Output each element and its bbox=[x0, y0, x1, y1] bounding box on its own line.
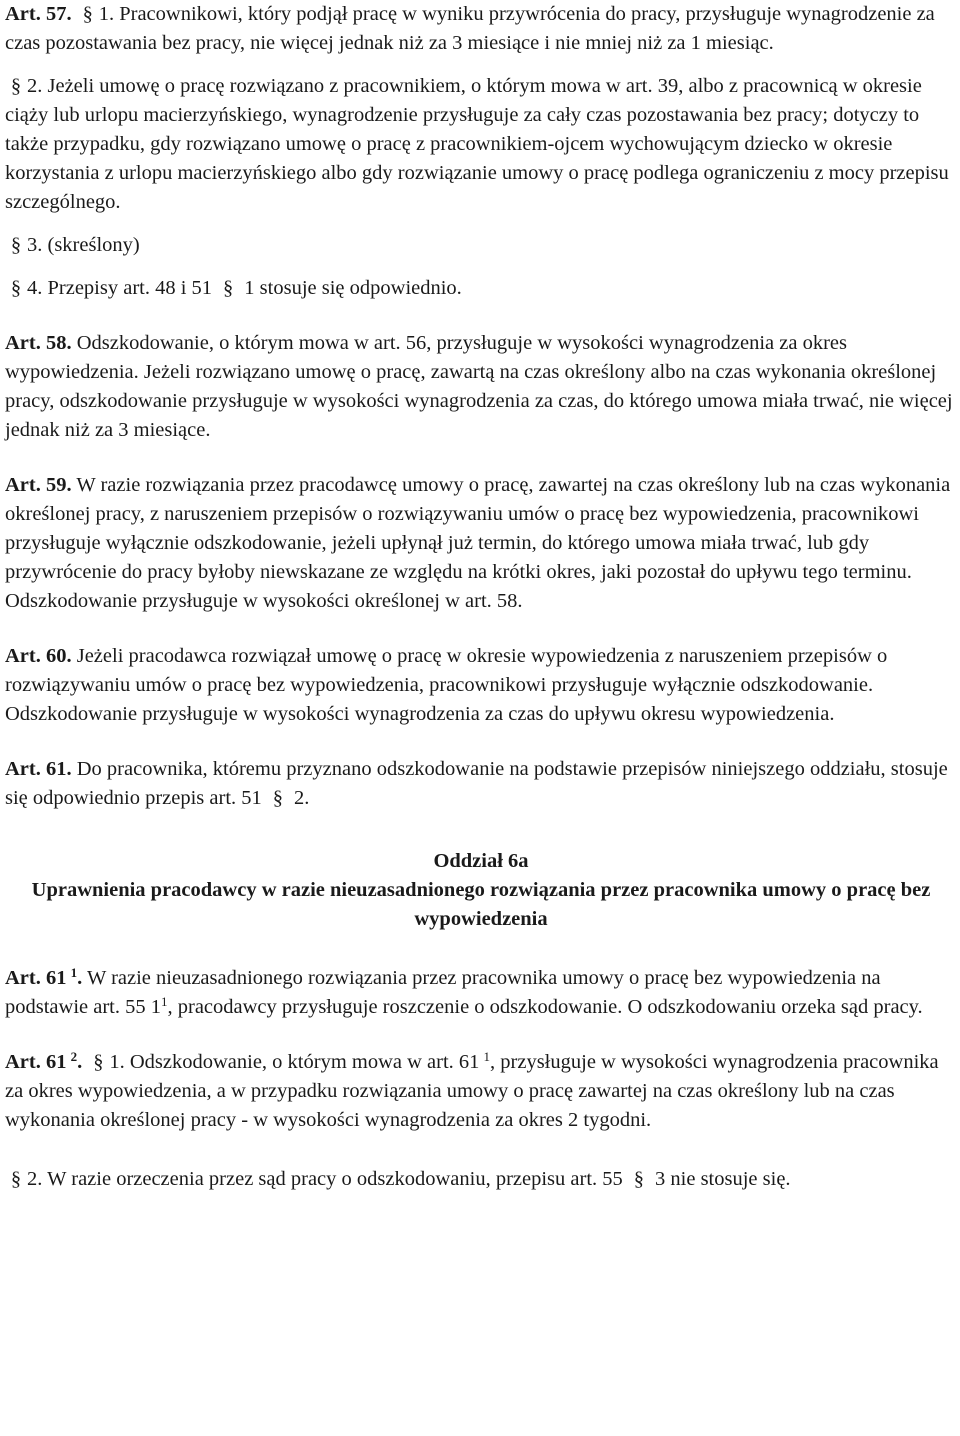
art57-paragraph-4 bbox=[5, 274, 957, 303]
section-mark: § bbox=[272, 787, 284, 809]
art57-p2-text: Jeżeli umowę o pracę rozwiązano z pracownikiem, o którym mowa w art. 39, albo z pracownicą w okresie ciąży lub urlopu macierzyńskiego, wynagrodzenie przysługuje za cały czas pozostawania bez pracy; dotyczy to także przypadku, gdy rozwiązano umowę o pracę z pracownikiem-ojcem wychowującym dziecko w okresie korzystania z urlopu macierzyńskiego albo gdy rozwiązanie umowy o pracę podlega ograniczeniu z mocy przepisu szczególnego. bbox=[5, 75, 949, 213]
art61-1-label-sup: 1 bbox=[70, 965, 78, 980]
art59-text: W razie rozwiązania przez pracodawcę umowy o pracę, zawartej na czas określony lub na czas wykonania określonej pracy, z naruszeniem przepisów o rozwiązywaniu umów o pracę bez wypowiedzenia, pracownikowi przysługuje wyłącznie odszkodowanie, jeżeli upłynął już termin, do którego umowa miała trwać, lub gdy przywrócenie do pracy byłoby niewskazane ze względu na krótki okres, jaki pozostał do upływu tego terminu. Odszkodowanie przysługuje w wysokości określonej w art. 58. bbox=[5, 474, 951, 612]
art61-2-p1-text-a: Odszkodowanie, o którym mowa w art. 61 bbox=[129, 1051, 480, 1073]
art61-2-label bbox=[5, 1051, 82, 1073]
art61-2-p2-text-a: W razie orzeczenia przez sąd pracy o odszkodowaniu, przepisu art. 55 bbox=[47, 1168, 623, 1190]
art57-label: Art. 57. bbox=[5, 3, 72, 25]
art60-paragraph bbox=[5, 642, 957, 729]
art61-1-text-b: 1 bbox=[150, 996, 161, 1018]
art61-2-paragraph-2 bbox=[5, 1165, 957, 1194]
legal-document bbox=[5, 0, 957, 1194]
section-subtitle: Uprawnienia pracodawcy w razie nieuzasadnionego rozwiązania przez pracownika umowy o pracę bez wypowiedzenia bbox=[31, 879, 931, 930]
art61-2-label-end: . bbox=[77, 1051, 83, 1073]
art61-1-paragraph bbox=[5, 964, 957, 1022]
art61-2-p2-text-b: 3 nie stosuje się. bbox=[655, 1168, 791, 1190]
art57-p2-number: 2. bbox=[27, 75, 43, 97]
art59-paragraph bbox=[5, 471, 957, 616]
art61-paragraph bbox=[5, 755, 957, 813]
art61-1-text-b-sup: 1 bbox=[161, 994, 168, 1009]
art57-p4-number: 4. bbox=[27, 277, 43, 299]
art61-1-label bbox=[5, 967, 82, 989]
art61-text-a: Do pracownika, któremu przyznano odszkodowanie na podstawie przepisów niniejszego oddziału, stosuje się odpowiednio przepis art. 51 bbox=[5, 758, 948, 809]
art57-p4-text-a: Przepisy art. 48 i 51 bbox=[47, 277, 213, 299]
art59-label: Art. 59. bbox=[5, 474, 72, 496]
art57-p3-text: (skreślony) bbox=[47, 234, 140, 256]
art57-p4-text-b: 1 stosuje się odpowiednio. bbox=[244, 277, 462, 299]
art57-paragraph-2 bbox=[5, 72, 957, 217]
art60-label: Art. 60. bbox=[5, 645, 72, 667]
art57-p1-number: 1. bbox=[98, 3, 115, 25]
art61-label: Art. 61. bbox=[5, 758, 72, 780]
section-mark: § bbox=[223, 277, 234, 299]
art61-2-label-text: Art. 61 bbox=[5, 1051, 67, 1073]
art61-1-label-end: . bbox=[77, 967, 83, 989]
art58-label: Art. 58. bbox=[5, 332, 72, 354]
art57-p1-text: Pracownikowi, który podjął pracę w wyniku przywrócenia do pracy, przysługuje wynagrodzenie za czas pozostawania bez pracy, nie więcej jednak niż za 3 miesiące i nie mniej niż za 1 miesiąc. bbox=[5, 3, 935, 54]
art60-text: Jeżeli pracodawca rozwiązał umowę o pracę w okresie wypowiedzenia z naruszeniem przepisów o rozwiązywaniu umów o pracę bez wypowiedzenia, pracownikowi przysługuje wyłącznie odszkodowanie. Odszkodowanie przysługuje w wysokości wynagrodzenia za czas do upływu okresu wypowiedzenia. bbox=[5, 645, 888, 725]
art61-2-p2-number: 2. bbox=[27, 1168, 43, 1190]
art61-2-paragraph-1 bbox=[5, 1048, 957, 1135]
art57-p3-number: 3. bbox=[27, 234, 43, 256]
art57-paragraph-3 bbox=[5, 231, 957, 260]
art57-paragraph-1 bbox=[5, 0, 957, 58]
art61-2-p1-number: 1. bbox=[109, 1051, 125, 1073]
section-title: Oddział 6a bbox=[433, 850, 529, 872]
section-mark: § bbox=[10, 234, 22, 256]
art61-2-p1-text-b: , przysługuje w wysokości wynagrodzenia pracownika za okres wypowiedzenia, a w przypadku rozwiązania umowy o pracę zawartej na czas określony lub na czas wykonania określonej pracy - w wysokości wynagrodzenia za okres 2 tygodni. bbox=[5, 1051, 939, 1131]
art61-1-label-text: Art. 61 bbox=[5, 967, 67, 989]
section-mark: § bbox=[10, 1168, 22, 1190]
section-mark: § bbox=[93, 1051, 104, 1073]
art61-2-p1-sup: 1 bbox=[483, 1049, 491, 1064]
section-mark: § bbox=[10, 75, 22, 97]
art61-2-label-sup: 2 bbox=[70, 1049, 78, 1064]
art58-paragraph bbox=[5, 329, 957, 445]
art58-text: Odszkodowanie, o którym mowa w art. 56, przysługuje w wysokości wynagrodzenia za okres wypowiedzenia. Jeżeli rozwiązano umowę o pracę, zawartą na czas określony albo na czas wykonania określonej pracy, odszkodowanie przysługuje w wysokości wynagrodzenia za czas, do którego umowa miała trwać, nie więcej jednak niż za 3 miesiące. bbox=[5, 332, 953, 441]
art61-text-b: 2. bbox=[294, 787, 310, 809]
section-mark: § bbox=[10, 277, 22, 299]
art61-1-text-c: , pracodawcy przysługuje roszczenie o odszkodowanie. O odszkodowaniu orzeka sąd pracy. bbox=[167, 996, 923, 1018]
art61-1-text-a: W razie nieuzasadnionego rozwiązania przez pracownika umowy o pracę bez wypowiedzenia na podstawie art. 55 bbox=[5, 967, 881, 1018]
section-mark: § bbox=[633, 1168, 645, 1190]
section-mark: § bbox=[82, 3, 93, 25]
